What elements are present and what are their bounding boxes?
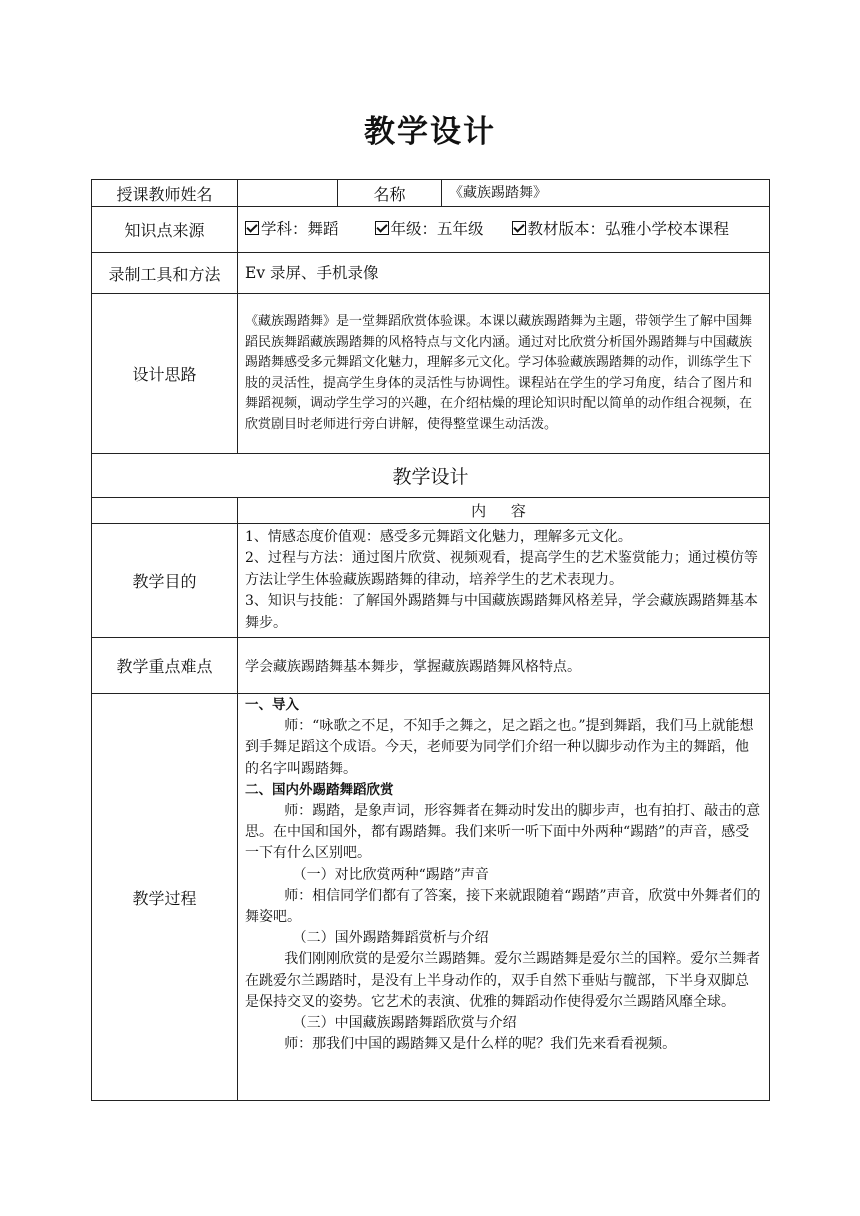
row-content-header [92,498,770,524]
goals-content [238,524,770,638]
section-title: 教学设计 [92,454,770,498]
row-teacher [92,180,770,207]
row-goals [92,524,770,638]
checkbox-checked-icon [245,221,259,235]
idea-label: 设计思路 [92,294,238,454]
idea-text: 《藏族踢踏舞》是一堂舞蹈欣赏体验课。本课以藏族踢踏舞为主题，带领学生了解中国舞蹈民族舞蹈藏族踢踏舞的风格特点与文化内涵。通过对比欣赏分析国外踢踏舞与中国藏族踢踏舞感受多元舞蹈文化魅力，理解多元文化。学习体验藏族踢踏舞的动作，训练学生下肢的灵活性，提高学生身体的灵活性与协调性。课程站在学生的学习角度，结合了图片和舞蹈视频，调动学生学习的兴趣，在介绍枯燥的理论知识时配以简单的动作组合视频，在欣赏剧目时老师进行旁白讲解，使得整堂课生动活泼。 [238,294,770,454]
document-title: 教学设计 [364,114,496,150]
course-name-label: 名称 [338,180,442,207]
content-header: 内 容 [238,498,770,524]
process-paragraph: 我们刚刚欣赏的是爱尔兰踢踏舞。爱尔兰踢踏舞是爱尔兰的国粹。爱尔兰舞者在跳爱尔兰踢踏时，是没有上半身动作的，双手自然下垂贴与髋部，下半身双脚总是保持交叉的姿势。它艺术的表演、优雅的舞蹈动作使得爱尔兰踢踏风靡全球。 [245,951,761,1010]
lesson-table [91,179,770,1101]
process-subheading: （三）中国藏族踢踏舞蹈欣赏与介绍 [292,1015,517,1032]
row-keypoints [92,638,770,694]
row-section-title [92,454,770,498]
source-value [238,207,770,253]
keypoints-text: 学会藏族踢踏舞基本舞步，掌握藏族踢踏舞风格特点。 [238,638,770,694]
process-paragraph: 师：“咏歌之不足，不知手之舞之，足之蹈之也。”提到舞蹈，我们马上就能想到手舞足蹈这个成语。今天，老师要为同学们介绍一种以脚步动作为主的舞蹈，他的名字叫踢踏舞。 [245,718,754,777]
process-paragraph: 师：踢踏，是象声词，形容舞者在舞动时发出的脚步声，也有拍打、敲击的意思。在中国和国外，都有踢踏舞。我们来听一听下面中外两种“踢踏”的声音，感受一下有什么区别吧。 [245,803,761,862]
tools-label: 录制工具和方法 [92,253,238,294]
process-paragraph: 师：那我们中国的踢踏舞又是什么样的呢？我们先来看看视频。 [284,1036,677,1053]
goal-item: 2、过程与方法：通过图片欣赏、视频观看，提高学生的艺术鉴赏能力；通过模仿等方法让学生体验藏族踢踏舞的律动，培养学生的艺术表现力。 [245,550,758,588]
row-process [92,694,770,1101]
teacher-value [238,180,338,207]
content-header-blank [92,498,238,524]
source-label: 知识点来源 [92,207,238,253]
checkbox-checked-icon [375,221,389,235]
row-source [92,207,770,253]
goal-item: 3、知识与技能：了解国外踢踏舞与中国藏族踢踏舞风格差异，学会藏族踢踏舞基本舞步。 [245,593,758,631]
keypoints-label: 教学重点难点 [92,638,238,694]
process-heading: 二、国内外踢踏舞蹈欣赏 [245,781,394,798]
goals-label: 教学目的 [92,524,238,638]
process-paragraph: 师：相信同学们都有了答案，接下来就跟随着“踢踏”声音，欣赏中外舞者们的舞姿吧。 [245,887,761,926]
grade-text: 年级：五年级 [390,220,484,238]
row-tools [92,253,770,294]
tools-value: Ev 录屏、手机录像 [238,253,770,294]
subject-text: 学科：舞蹈 [261,220,339,238]
process-subheading: （二）国外踢踏舞蹈赏析与介绍 [292,930,489,947]
process-heading: 一、导入 [245,697,299,713]
process-label: 教学过程 [92,694,238,1101]
course-name-value: 《藏族踢踏舞》 [442,180,770,207]
teacher-label: 授课教师姓名 [92,180,238,207]
goal-item: 1、情感态度价值观：感受多元舞蹈文化魅力，理解多元文化。 [245,528,632,545]
checkbox-checked-icon [512,221,526,235]
row-idea [92,294,770,454]
edition-text: 教材版本：弘雅小学校本课程 [527,220,730,238]
process-subheading: （一）对比欣赏两种“踢踏”声音 [292,866,489,883]
process-content [238,694,770,1101]
